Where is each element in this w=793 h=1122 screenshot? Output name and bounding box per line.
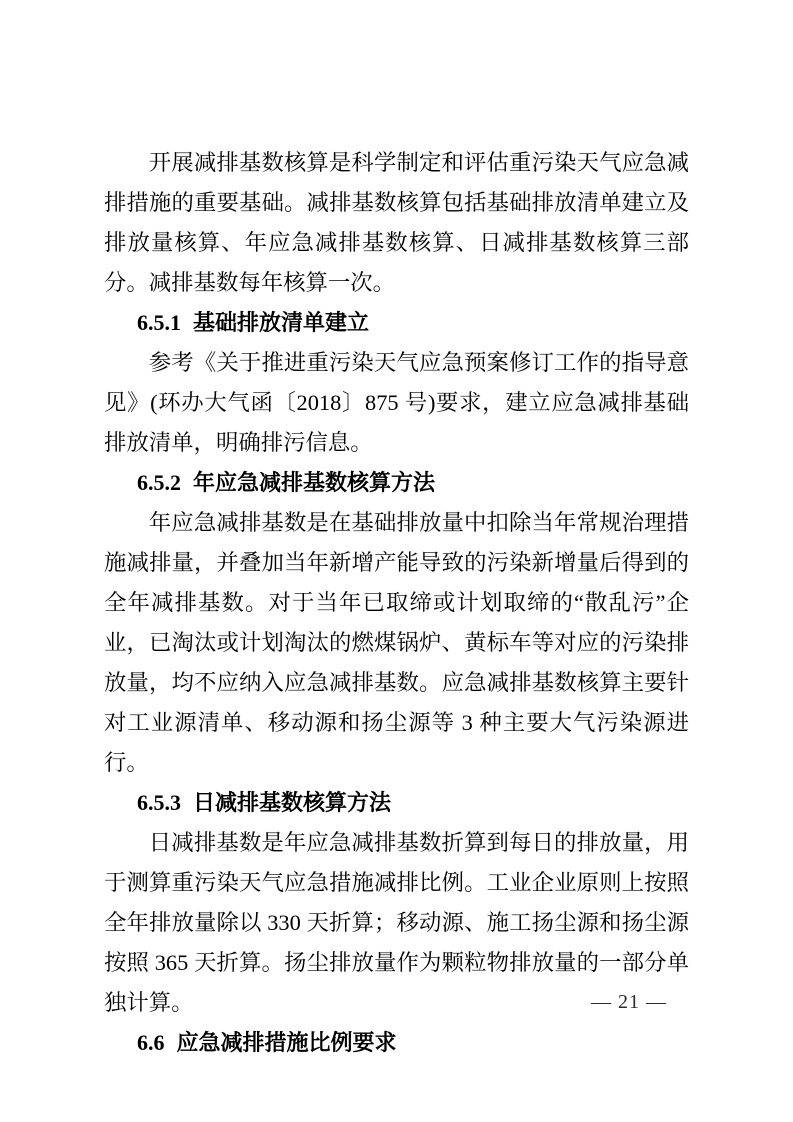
- heading-6-5-2: [104, 463, 689, 503]
- heading-6-6-title: 应急减排措施比例要求: [176, 1030, 397, 1055]
- heading-6-5-1-number: 6.5.1: [137, 310, 181, 335]
- heading-6-6: [104, 1023, 689, 1063]
- document-content: [104, 143, 689, 1063]
- paragraph-annual-method: 年应急减排基数是在基础排放量中扣除当年常规治理措施减排量，并叠加当年新增产能导致的污染新增量后得到的全年减排基数。对于当年已取缔或计划取缔的“散乱污”企业，已淘汰或计划淘汰的燃煤锅炉、黄标车等对应的污染排放量，均不应纳入应急减排基数。应急减排基数核算主要针对工业源清单、移动源和扬尘源等 3 种主要大气污染源进行。: [104, 510, 689, 775]
- heading-6-6-number: 6.6: [137, 1030, 165, 1055]
- paragraph-overview: 开展减排基数核算是科学制定和评估重污染天气应急减排措施的重要基础。减排基数核算包括基础排放清单建立及排放量核算、年应急减排基数核算、日减排基数核算三部分。减排基数每年核算一次。: [104, 150, 689, 295]
- heading-6-5-1-title: 基础排放清单建立: [193, 310, 370, 335]
- heading-6-5-3: [104, 783, 689, 823]
- page-number: — 21 —: [591, 991, 667, 1013]
- heading-6-5-1: [104, 303, 689, 343]
- heading-6-5-2-number: 6.5.2: [137, 470, 181, 495]
- heading-6-5-3-number: 6.5.3: [137, 790, 181, 815]
- paragraph-base-inventory: 参考《关于推进重污染天气应急预案修订工作的指导意见》(环办大气函〔2018〕875 号)要求，建立应急减排基础排放清单，明确排污信息。: [104, 350, 689, 455]
- heading-6-5-2-title: 年应急减排基数核算方法: [193, 470, 436, 495]
- paragraph-daily-method: 日减排基数是年应急减排基数折算到每日的排放量，用于测算重污染天气应急措施减排比例。工业企业原则上按照全年排放量除以 330 天折算；移动源、施工扬尘源和扬尘源按照 365 天折算。扬尘排放量作为颗粒物排放量的一部分单独计算。: [104, 830, 689, 1015]
- heading-6-5-3-title: 日减排基数核算方法: [193, 790, 392, 815]
